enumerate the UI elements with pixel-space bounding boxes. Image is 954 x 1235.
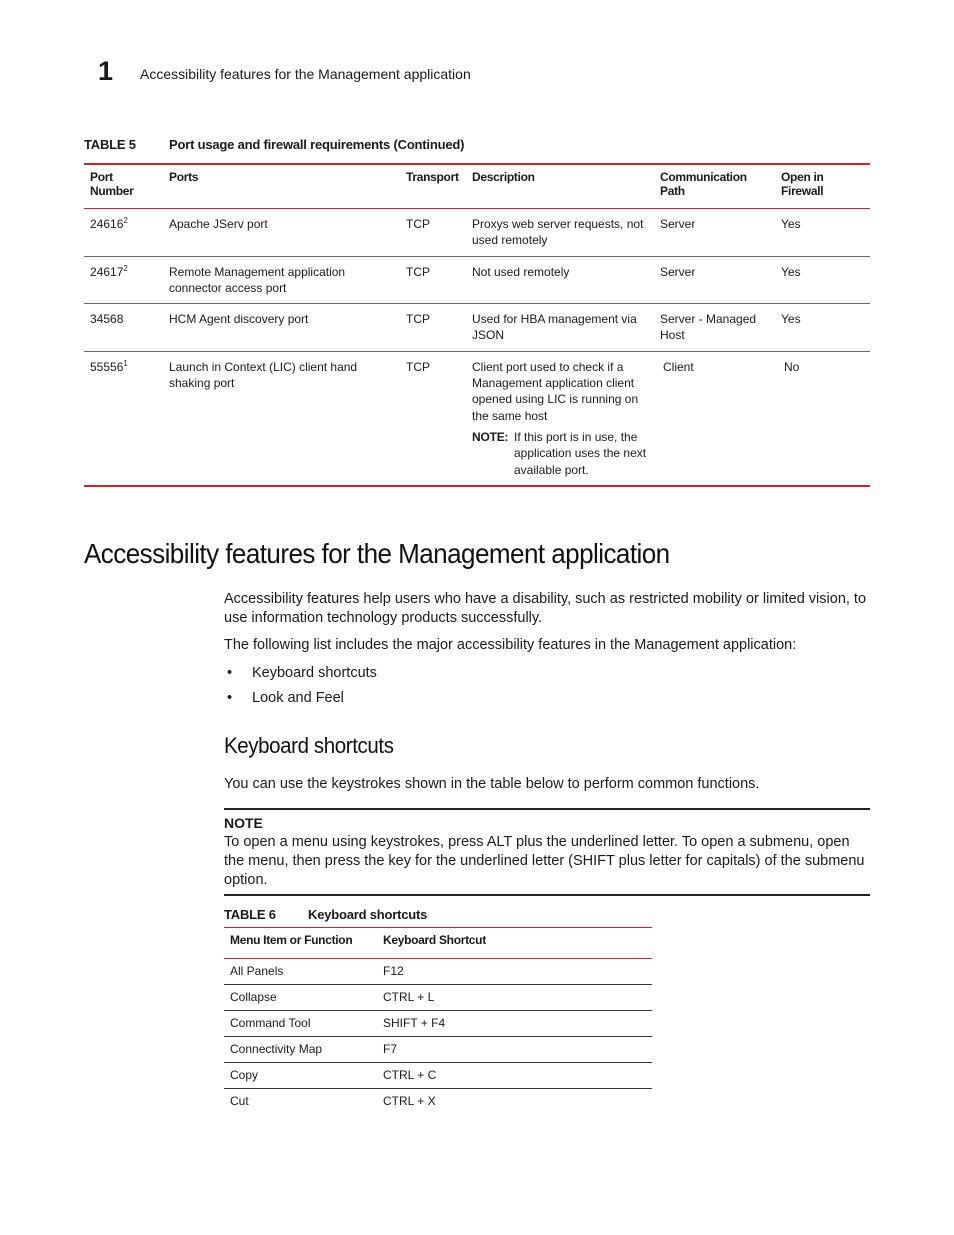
shortcut-cell: SHIFT + F4 xyxy=(377,1011,652,1037)
list-item: • Keyboard shortcuts xyxy=(224,663,377,688)
port-number-cell: 55556$^1$ xyxy=(90,358,128,374)
table6-caption-text: Keyboard shortcuts xyxy=(308,907,428,922)
shortcut-cell: CTRL + X xyxy=(383,1094,436,1108)
table-header-row xyxy=(84,164,870,209)
path-cell: Server xyxy=(654,256,775,304)
footnote-ref: 1 xyxy=(123,358,128,368)
shortcut-cell: F7 xyxy=(377,1037,652,1063)
shortcut-cell: F12 xyxy=(377,959,652,985)
chapter-number: 1 xyxy=(98,56,114,86)
shortcut-cell: CTRL + C xyxy=(377,1063,652,1089)
column-header: Transport xyxy=(400,164,466,209)
note-body: To open a menu using keystrokes, press ALT plus the underlined letter. To open a submenu, open the menu, then press the key for the underlined letter (SHIFT plus letter for capitals) of the submenu option. xyxy=(224,834,865,888)
column-header: Port Number xyxy=(84,164,163,209)
table-row xyxy=(224,959,652,985)
description-note xyxy=(472,429,648,478)
note-text: If this port is in use, the application uses the next available port. xyxy=(514,429,647,477)
table6-caption xyxy=(224,907,428,922)
footnote-ref: 2 xyxy=(123,263,128,273)
subsection-heading: Keyboard shortcuts xyxy=(224,733,394,758)
ports-cell: Launch in Context (LIC) client hand shaking port xyxy=(169,359,358,391)
column-header: Open in Firewall xyxy=(775,164,870,209)
column-header: Ports xyxy=(163,164,400,209)
column-header: Menu Item or Function xyxy=(224,928,377,959)
port-usage-table xyxy=(84,163,870,487)
footnote-ref: 2 xyxy=(123,216,128,225)
path-cell: Client xyxy=(663,359,694,374)
table-header-row xyxy=(224,928,652,959)
description-cell xyxy=(466,351,654,486)
column-header: Keyboard Shortcut xyxy=(377,928,652,959)
function-cell: All Panels xyxy=(224,959,377,985)
path-cell: Server xyxy=(654,209,775,257)
table-row xyxy=(224,1011,652,1037)
table5-caption-text: Port usage and firewall requirements (Continued) xyxy=(169,137,465,152)
function-cell: Collapse xyxy=(224,985,377,1011)
note-heading: NOTE xyxy=(224,815,263,831)
list-intro-paragraph: The following list includes the major accessibility features in the Management application: xyxy=(224,637,797,653)
firewall-cell: Yes xyxy=(775,304,870,352)
table-row xyxy=(84,256,870,304)
table-row xyxy=(224,1089,652,1115)
function-cell: Connectivity Map xyxy=(224,1037,377,1063)
shortcuts-paragraph: You can use the keystrokes shown in the table below to perform common functions. xyxy=(224,776,760,792)
function-cell: Command Tool xyxy=(224,1011,377,1037)
firewall-cell: Yes xyxy=(775,209,870,257)
shortcut-cell: CTRL + L xyxy=(377,985,652,1011)
table-row xyxy=(84,209,870,257)
function-cell: Cut xyxy=(230,1094,249,1108)
section-heading: Accessibility features for the Management application xyxy=(84,538,670,569)
description-text: Client port used to check if a Management application client opened using LIC is running on the same host xyxy=(472,359,639,423)
port-number-cell: 34568 xyxy=(84,304,163,352)
table5-caption xyxy=(84,137,465,152)
ports-cell: Apache JServ port xyxy=(163,209,400,257)
note-label: NOTE: xyxy=(472,429,509,444)
column-header: Description xyxy=(466,164,654,209)
keyboard-shortcuts-table xyxy=(224,927,652,1115)
description-cell: Not used remotely xyxy=(466,256,654,304)
running-header-title: Accessibility features for the Management application xyxy=(140,66,471,82)
port-number-cell: 24616$^2$ xyxy=(84,209,163,257)
table5-caption-number: TABLE 5 xyxy=(84,137,136,152)
transport-cell: TCP xyxy=(400,304,466,352)
description-cell: Used for HBA management via JSON xyxy=(466,304,654,352)
list-item: • Look and Feel xyxy=(224,688,377,713)
note-box xyxy=(224,808,870,896)
function-cell: Copy xyxy=(224,1063,377,1089)
port-number-cell: 24617$^2$ xyxy=(84,256,163,304)
table-row xyxy=(224,1037,652,1063)
table-row xyxy=(84,304,870,352)
description-cell: Proxys web server requests, not used remotely xyxy=(466,209,654,257)
firewall-cell: Yes xyxy=(775,256,870,304)
table-row xyxy=(224,985,652,1011)
transport-cell: TCP xyxy=(400,209,466,257)
feature-list xyxy=(224,663,377,713)
table-row xyxy=(84,351,870,486)
column-header: Communication Path xyxy=(654,164,775,209)
firewall-cell: No xyxy=(784,359,800,374)
transport-cell: TCP xyxy=(406,359,430,374)
path-cell: Server - Managed Host xyxy=(654,304,775,352)
ports-cell: Remote Management application connector access port xyxy=(163,256,400,304)
intro-paragraph: Accessibility features help users who have a disability, such as restricted mobility or limited vision, to use information technology products successfully. xyxy=(224,591,867,626)
transport-cell: TCP xyxy=(400,256,466,304)
ports-cell: HCM Agent discovery port xyxy=(163,304,400,352)
table6-caption-number: TABLE 6 xyxy=(224,907,276,922)
table-row xyxy=(224,1063,652,1089)
